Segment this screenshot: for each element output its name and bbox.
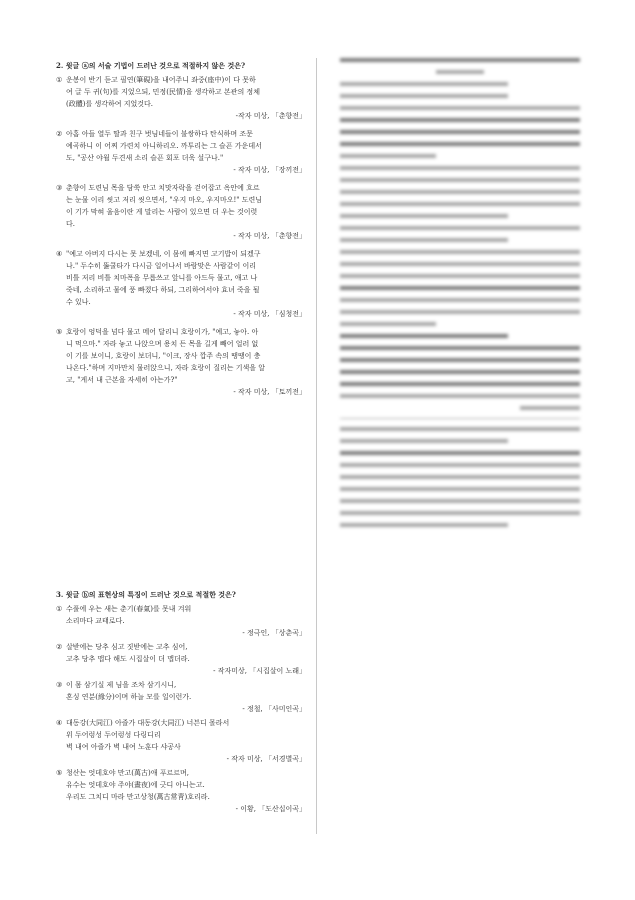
option-number: ④: [56, 250, 63, 258]
q3-option-3: [56, 679, 308, 703]
option-line: 나." 두수히 뚫쿨타가 다시금 일어나서 바람맞은 사람같이 이리: [66, 262, 257, 270]
option-line: 호랑이 엉덕을 넘다 물고 메어 달리니 호랑이가, "예고, 놓아. 아: [66, 328, 259, 336]
option-line: 위 두어렁성 두어렁성 다링디리: [66, 731, 161, 739]
option-line: 벽 내여 아즐가 벽 내여 노훈다 샤공사: [66, 743, 181, 751]
q3-option-5: [56, 767, 308, 803]
option-source: - 정철, 「사미인곡」: [242, 705, 306, 713]
option-line: 는 눈물 이리 씻고 저리 씻으면서, "우지 마오, 우지마오!" 도련님: [66, 196, 263, 204]
option-number: ⑤: [56, 769, 63, 777]
option-line: 수풀에 우는 새는 춘기(春氣)를 못내 겨워: [66, 605, 192, 613]
option-line: 혼싱 연분(緣分)이며 하늘 모를 일이런가.: [66, 693, 192, 701]
blurred-passage: [340, 58, 580, 718]
option-line: "예고 아버지 다시는 못 보겠네, 이 몸에 빠지면 고기밥이 되겠구: [66, 250, 261, 258]
option-number: ①: [56, 76, 63, 84]
option-line: 고, "게서 내 근본을 자세히 아는가?": [66, 376, 178, 384]
option-source: -작자 미상, 「춘향전」: [235, 112, 306, 120]
q2-option-2: [56, 128, 308, 164]
q2-option-4: [56, 248, 308, 308]
option-source: - 작자 미상, 「춘향전」: [233, 232, 306, 240]
question-3-title: 3. 윗글 ⓑ의 표현상의 특징이 드러난 것으로 적절한 것은?: [56, 590, 236, 599]
q2-option-5: [56, 326, 308, 386]
option-line: 다.: [66, 220, 75, 228]
option-line: 유수는 엇데호야 주야(晝夜)에 긋디 아니는고.: [66, 781, 205, 789]
column-divider: [316, 58, 317, 834]
option-line: 운봉이 반기 듣고 필연(筆硯)을 내어주니 좌중(座中)이 다 못하: [66, 76, 256, 84]
option-line: 죽네, 소리하고 물에 풍 빠졌다 하되, 그리하여서야 효녀 죽을 될: [66, 286, 260, 294]
option-line: 아홉 아들 열두 딸과 친구 벗님네들이 불쌍하다 탄식하며 조문: [66, 130, 253, 138]
option-source: - 정극인, 「상춘곡」: [242, 629, 306, 637]
option-number: ④: [56, 719, 63, 727]
option-number: ②: [56, 643, 63, 651]
option-line: 대동강(大同江) 아즐가 대동강(大同江) 너븐디 몰라서: [66, 719, 230, 727]
option-line: 춘향이 도련님 목을 담쑥 안고 치맛자락을 걷어잡고 옥안에 흐르: [66, 184, 260, 192]
option-line: 니 먹으마." 자라 놓고 나앉으며 용치 든 목을 길게 빼어 얼러 없: [66, 340, 259, 348]
q2-option-3: [56, 182, 308, 230]
option-number: ③: [56, 184, 63, 192]
option-line: 우리도 그치디 마라 만고상청(萬古常靑)호리라.: [66, 793, 210, 801]
option-line: 여 글 두 귀(句)를 지었으되, 민정(民情)을 생각하고 본관의 정체: [66, 88, 260, 96]
q3-option-1: [56, 603, 308, 627]
question-2: [56, 60, 308, 404]
option-number: ①: [56, 605, 63, 613]
q3-option-4: [56, 717, 308, 753]
option-line: 살받에는 당추 심고 짓받에는 고추 심어,: [66, 643, 188, 651]
q2-option-1: [56, 74, 308, 110]
option-source: - 작자 미상, 「심청전」: [233, 310, 306, 318]
option-line: 예곡하니 이 어찌 가련치 아니하리오. 까투리는 그 슬픈 가운데서: [66, 142, 262, 150]
option-number: ③: [56, 681, 63, 689]
question-2-title: 2. 윗글 ⓐ의 서술 기법이 드러난 것으로 적절하지 않은 것은?: [56, 61, 246, 70]
option-source: - 작자 미상, 「서경별곡」: [226, 755, 306, 763]
option-line: 이 몸 삼기실 제 님을 조차 삼기시니,: [66, 681, 177, 689]
option-line: 소리마다 교태로다.: [66, 617, 125, 625]
option-line: 청산는 엇데호야 만고(萬古)애 푸르르며,: [66, 769, 190, 777]
option-number: ⑤: [56, 328, 63, 336]
option-line: 수 있나.: [66, 298, 91, 306]
option-source: - 작자미상, 「시집살이 노래」: [213, 667, 306, 675]
option-source: - 작자 미상, 「장끼전」: [233, 166, 306, 174]
option-line: (政體)를 생각하여 지었것다.: [66, 100, 153, 108]
option-line: 나온다."하며 지마만치 물러앉으니, 자라 호랑이 질리는 기색을 알: [66, 364, 266, 372]
option-line: 고추 당추 맵다 해도 시집살이 더 맵더라.: [66, 655, 190, 663]
q3-option-2: [56, 641, 308, 665]
option-line: 이 기를 보이니, 호랑이 보더니, "이크, 장사 깝주 속의 땡땡이 충: [66, 352, 261, 360]
option-source: - 작자 미상, 「토끼전」: [233, 388, 306, 396]
option-number: ②: [56, 130, 63, 138]
question-3: [56, 589, 308, 817]
option-line: 도, "공산 야월 두견새 소리 슬픈 회포 더욱 설구나.": [66, 154, 224, 162]
option-source: - 이황, 「도산십이곡」: [235, 805, 306, 813]
option-line: 비틀 저리 비틀 치마폭을 무릅쓰고 앞니를 아드득 물고, 애고 나: [66, 274, 258, 282]
option-line: 이 기가 막혀 울음이란 게 말리는 사람이 있으면 더 우는 것이렷: [66, 208, 258, 216]
